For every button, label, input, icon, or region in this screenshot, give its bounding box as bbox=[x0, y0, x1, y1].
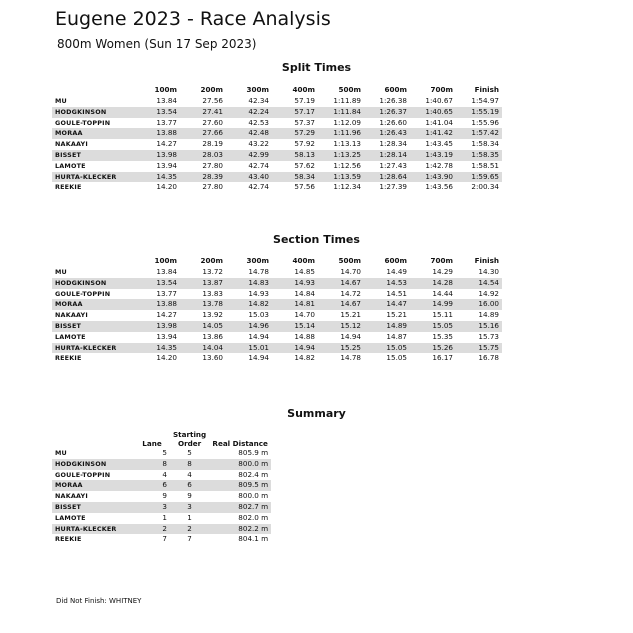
section-times-time-cell: 15.25 bbox=[318, 343, 364, 354]
section-times-time-cell: 13.77 bbox=[156, 288, 177, 298]
summary-heading: Summary bbox=[287, 407, 346, 420]
summary-distance-cell: 800.0 m bbox=[238, 491, 269, 501]
summary-lane-cell: 2 bbox=[134, 524, 170, 535]
section-times-time-cell: 14.96 bbox=[226, 321, 272, 332]
split-times-time-cell: 1:58.35 bbox=[456, 150, 502, 161]
section-times-row bbox=[52, 299, 502, 310]
split-times-time-cell: 1:42.78 bbox=[425, 160, 453, 170]
summary-order-cell: 1 bbox=[187, 512, 192, 522]
split-times-time-cell: 1:43.19 bbox=[410, 150, 456, 161]
summary-athlete-name: LAMOTE bbox=[55, 513, 86, 522]
section-times-row bbox=[52, 289, 502, 300]
section-times-time-cell: 14.29 bbox=[432, 267, 453, 276]
split-times-heading: Split Times bbox=[281, 61, 352, 74]
summary-row bbox=[52, 480, 271, 491]
summary-athlete-name: MORAA bbox=[52, 480, 134, 491]
summary-row bbox=[52, 513, 271, 524]
section-times-time-cell: 15.75 bbox=[456, 343, 502, 354]
summary-header-name bbox=[52, 430, 134, 448]
split-times-time-cell: 2:00.34 bbox=[471, 182, 499, 192]
split-times-athlete-name: GOULE-TOPPIN bbox=[55, 118, 111, 127]
summary-lane-cell: 8 bbox=[134, 459, 170, 470]
section-times-athlete-name: BISSET bbox=[52, 321, 134, 332]
split-times-time-cell: 57.37 bbox=[294, 117, 315, 127]
section-times-time-cell: 14.67 bbox=[318, 278, 364, 289]
split-times-time-cell: 42.74 bbox=[248, 160, 269, 170]
split-times-time-cell: 42.99 bbox=[226, 150, 272, 161]
split-times-time-cell: 1:41.04 bbox=[425, 117, 453, 127]
section-times-time-cell: 13.72 bbox=[202, 267, 223, 276]
split-times-header-0: 100m bbox=[154, 85, 177, 94]
split-times-time-cell: 1:40.65 bbox=[410, 107, 456, 118]
split-times-time-cell: 14.20 bbox=[156, 182, 177, 192]
split-times-time-cell: 27.41 bbox=[180, 107, 226, 118]
split-times-table bbox=[52, 84, 502, 193]
section-times-time-cell: 15.14 bbox=[272, 321, 318, 332]
split-times-time-cell: 1:12.56 bbox=[333, 160, 361, 170]
split-times-time-cell: 28.19 bbox=[202, 139, 223, 149]
split-times-time-cell: 42.74 bbox=[248, 182, 269, 192]
split-times-athlete-name: HURTA-KLECKER bbox=[52, 172, 134, 183]
summary-athlete-name: REEKIE bbox=[55, 535, 82, 544]
split-times-athlete-name: MU bbox=[55, 97, 67, 105]
summary-order-cell: 2 bbox=[170, 524, 209, 535]
split-times-row bbox=[52, 161, 502, 172]
summary-athlete-name: HURTA-KLECKER bbox=[52, 524, 134, 535]
split-times-time-cell: 1:27.43 bbox=[379, 160, 407, 170]
section-times-row bbox=[52, 332, 502, 343]
summary-distance-cell: 804.1 m bbox=[238, 534, 269, 544]
split-times-row bbox=[52, 118, 502, 129]
summary-lane-cell: 9 bbox=[162, 491, 167, 501]
split-times-header-1: 200m bbox=[200, 85, 223, 94]
section-times-header-6: 700m bbox=[430, 256, 453, 265]
section-times-time-cell: 14.88 bbox=[294, 331, 315, 341]
split-times-time-cell: 1:11.84 bbox=[318, 107, 364, 118]
split-times-time-cell: 42.34 bbox=[248, 96, 269, 105]
split-times-time-cell: 57.56 bbox=[294, 182, 315, 192]
split-times-time-cell: 1:13.13 bbox=[333, 139, 361, 149]
split-times-athlete-name: REEKIE bbox=[55, 183, 82, 192]
section-times-time-cell: 14.94 bbox=[248, 331, 269, 341]
split-times-time-cell: 13.88 bbox=[134, 128, 180, 139]
section-times-header-0: 100m bbox=[154, 256, 177, 265]
split-times-time-cell: 1:55.96 bbox=[471, 117, 499, 127]
split-times-row bbox=[52, 96, 502, 107]
section-times-row bbox=[52, 353, 502, 364]
section-times-time-cell: 14.28 bbox=[410, 278, 456, 289]
split-times-athlete-name: MORAA bbox=[52, 128, 134, 139]
split-times-athlete-name: NAKAAYI bbox=[55, 140, 88, 149]
summary-lane-cell: 3 bbox=[134, 502, 170, 513]
split-times-time-cell: 1:58.51 bbox=[471, 160, 499, 170]
split-times-time-cell: 58.13 bbox=[272, 150, 318, 161]
summary-header-distance: Real Distance bbox=[212, 439, 268, 448]
section-times-time-cell: 14.94 bbox=[248, 353, 269, 363]
section-times-time-cell: 15.01 bbox=[226, 343, 272, 354]
split-times-time-cell: 13.98 bbox=[134, 150, 180, 161]
section-times-athlete-name: MORAA bbox=[52, 299, 134, 310]
section-times-time-cell: 13.94 bbox=[156, 331, 177, 341]
split-times-time-cell: 1:43.56 bbox=[425, 182, 453, 192]
split-times-header-5: 600m bbox=[384, 85, 407, 94]
section-times-header-5: 600m bbox=[384, 256, 407, 265]
summary-athlete-name: HODGKINSON bbox=[52, 459, 134, 470]
section-times-time-cell: 14.20 bbox=[156, 353, 177, 363]
section-times-time-cell: 13.98 bbox=[134, 321, 180, 332]
section-times-time-cell: 14.35 bbox=[134, 343, 180, 354]
section-times-header-4: 500m bbox=[338, 256, 361, 265]
section-times-row bbox=[52, 343, 502, 354]
split-times-time-cell: 28.03 bbox=[180, 150, 226, 161]
section-times-time-cell: 14.83 bbox=[226, 278, 272, 289]
split-times-time-cell: 57.17 bbox=[272, 107, 318, 118]
section-times-time-cell: 15.26 bbox=[410, 343, 456, 354]
section-times-athlete-name: NAKAAYI bbox=[55, 311, 88, 320]
split-times-time-cell: 1:27.39 bbox=[379, 182, 407, 192]
split-times-time-cell: 1:28.64 bbox=[364, 172, 410, 183]
section-times-athlete-name: HURTA-KLECKER bbox=[52, 343, 134, 354]
split-times-time-cell: 1:26.60 bbox=[379, 117, 407, 127]
section-times-time-cell: 14.49 bbox=[386, 267, 407, 276]
split-times-header-name bbox=[52, 84, 134, 96]
split-times-row bbox=[52, 172, 502, 183]
split-times-header-3: 400m bbox=[292, 85, 315, 94]
summary-distance-cell: 809.5 m bbox=[209, 480, 271, 491]
split-times-time-cell: 13.84 bbox=[156, 96, 177, 105]
did-not-finish-note: Did Not Finish: WHITNEY bbox=[56, 597, 142, 605]
section-times-time-cell: 15.16 bbox=[456, 321, 502, 332]
split-times-row bbox=[52, 128, 502, 139]
split-times-row bbox=[52, 139, 502, 150]
section-times-time-cell: 13.83 bbox=[202, 288, 223, 298]
split-times-time-cell: 1:54.97 bbox=[471, 96, 499, 105]
summary-order-cell: 3 bbox=[170, 502, 209, 513]
split-times-header-4: 500m bbox=[338, 85, 361, 94]
summary-lane-cell: 1 bbox=[162, 512, 167, 522]
split-times-time-cell: 13.77 bbox=[156, 117, 177, 127]
summary-distance-cell: 802.4 m bbox=[238, 469, 269, 479]
summary-order-cell: 8 bbox=[170, 459, 209, 470]
split-times-time-cell: 14.35 bbox=[134, 172, 180, 183]
section-times-time-cell: 14.53 bbox=[364, 278, 410, 289]
split-times-time-cell: 27.56 bbox=[202, 96, 223, 105]
split-times-time-cell: 13.54 bbox=[134, 107, 180, 118]
summary-lane-cell: 4 bbox=[162, 469, 167, 479]
split-times-athlete-name: HODGKINSON bbox=[52, 107, 134, 118]
summary-header-order-line2: Order bbox=[177, 439, 202, 448]
split-times-time-cell: 1:26.37 bbox=[364, 107, 410, 118]
section-times-time-cell: 15.05 bbox=[410, 321, 456, 332]
page-subtitle: 800m Women (Sun 17 Sep 2023) bbox=[57, 37, 257, 51]
split-times-time-cell: 1:58.34 bbox=[471, 139, 499, 149]
section-times-time-cell: 14.30 bbox=[478, 267, 499, 276]
section-times-time-cell: 14.70 bbox=[294, 310, 315, 320]
section-times-time-cell: 14.89 bbox=[364, 321, 410, 332]
summary-athlete-name: MU bbox=[55, 449, 67, 457]
summary-distance-cell: 802.0 m bbox=[238, 512, 269, 522]
split-times-time-cell: 1:12.09 bbox=[333, 117, 361, 127]
summary-order-cell: 6 bbox=[170, 480, 209, 491]
split-times-time-cell: 14.27 bbox=[156, 139, 177, 149]
split-times-athlete-name: LAMOTE bbox=[55, 161, 86, 170]
summary-lane-cell: 5 bbox=[162, 448, 167, 457]
section-times-row bbox=[52, 321, 502, 332]
section-times-time-cell: 15.35 bbox=[432, 331, 453, 341]
split-times-time-cell: 43.22 bbox=[248, 139, 269, 149]
split-times-time-cell: 1:57.42 bbox=[456, 128, 502, 139]
section-times-time-cell: 15.11 bbox=[432, 310, 453, 320]
summary-header-order bbox=[170, 430, 209, 448]
split-times-time-cell: 1:43.90 bbox=[410, 172, 456, 183]
split-times-time-cell: 27.80 bbox=[202, 160, 223, 170]
split-times-time-cell: 57.19 bbox=[294, 96, 315, 105]
split-times-time-cell: 42.48 bbox=[226, 128, 272, 139]
summary-row bbox=[52, 459, 271, 470]
split-times-time-cell: 42.53 bbox=[248, 117, 269, 127]
summary-row bbox=[52, 448, 271, 459]
section-times-time-cell: 14.87 bbox=[386, 331, 407, 341]
split-times-time-cell: 57.92 bbox=[294, 139, 315, 149]
section-times-header-3: 400m bbox=[292, 256, 315, 265]
section-times-time-cell: 14.44 bbox=[432, 288, 453, 298]
summary-distance-cell: 805.9 m bbox=[238, 448, 269, 457]
split-times-header-2: 300m bbox=[246, 85, 269, 94]
split-times-time-cell: 13.94 bbox=[156, 160, 177, 170]
split-times-time-cell: 58.34 bbox=[272, 172, 318, 183]
section-times-athlete-name: LAMOTE bbox=[55, 332, 86, 341]
section-times-time-cell: 13.60 bbox=[202, 353, 223, 363]
split-times-time-cell: 57.62 bbox=[294, 160, 315, 170]
section-times-time-cell: 13.78 bbox=[180, 299, 226, 310]
section-times-time-cell: 16.17 bbox=[432, 353, 453, 363]
section-times-time-cell: 13.87 bbox=[180, 278, 226, 289]
section-times-header-7: Finish bbox=[474, 256, 499, 265]
split-times-time-cell: 1:26.38 bbox=[379, 96, 407, 105]
section-times-time-cell: 14.93 bbox=[272, 278, 318, 289]
section-times-time-cell: 16.00 bbox=[456, 299, 502, 310]
split-times-header-7: Finish bbox=[474, 85, 499, 94]
section-times-heading: Section Times bbox=[273, 233, 360, 246]
summary-distance-cell: 802.2 m bbox=[209, 524, 271, 535]
section-times-time-cell: 14.72 bbox=[340, 288, 361, 298]
section-times-row bbox=[52, 267, 502, 278]
split-times-header-6: 700m bbox=[430, 85, 453, 94]
summary-header-order-line1: Starting bbox=[173, 430, 207, 439]
split-times-time-cell: 1:28.34 bbox=[379, 139, 407, 149]
section-times-athlete-name: MU bbox=[55, 268, 67, 276]
summary-order-cell: 9 bbox=[187, 491, 192, 501]
split-times-time-cell: 27.60 bbox=[202, 117, 223, 127]
page-title: Eugene 2023 - Race Analysis bbox=[55, 8, 331, 30]
summary-lane-cell: 6 bbox=[134, 480, 170, 491]
section-times-time-cell: 13.54 bbox=[134, 278, 180, 289]
summary-lane-cell: 7 bbox=[162, 534, 167, 544]
section-times-time-cell: 14.70 bbox=[340, 267, 361, 276]
split-times-row bbox=[52, 107, 502, 118]
split-times-time-cell: 1:13.25 bbox=[318, 150, 364, 161]
summary-athlete-name: GOULE-TOPPIN bbox=[55, 470, 111, 479]
section-times-time-cell: 13.84 bbox=[156, 267, 177, 276]
section-times-table bbox=[52, 255, 502, 364]
section-times-time-cell: 14.81 bbox=[272, 299, 318, 310]
section-times-time-cell: 14.99 bbox=[410, 299, 456, 310]
section-times-time-cell: 14.78 bbox=[340, 353, 361, 363]
section-times-time-cell: 14.54 bbox=[456, 278, 502, 289]
section-times-athlete-name: REEKIE bbox=[55, 354, 82, 363]
summary-header-lane: Lane bbox=[142, 439, 162, 448]
section-times-header-1: 200m bbox=[200, 256, 223, 265]
section-times-row bbox=[52, 278, 502, 289]
section-times-time-cell: 15.03 bbox=[248, 310, 269, 320]
section-times-time-cell: 14.78 bbox=[248, 267, 269, 276]
split-times-time-cell: 27.80 bbox=[202, 182, 223, 192]
section-times-header-2: 300m bbox=[246, 256, 269, 265]
section-times-time-cell: 14.51 bbox=[386, 288, 407, 298]
split-times-time-cell: 1:41.42 bbox=[410, 128, 456, 139]
summary-header-row bbox=[52, 430, 271, 448]
section-times-header-row bbox=[52, 255, 502, 267]
section-times-time-cell: 14.94 bbox=[340, 331, 361, 341]
split-times-time-cell: 1:43.45 bbox=[425, 139, 453, 149]
split-times-time-cell: 1:11.89 bbox=[333, 96, 361, 105]
summary-row bbox=[52, 491, 271, 502]
split-times-row bbox=[52, 182, 502, 193]
split-times-time-cell: 1:26.43 bbox=[364, 128, 410, 139]
summary-row bbox=[52, 470, 271, 481]
summary-row bbox=[52, 502, 271, 513]
section-times-time-cell: 13.86 bbox=[202, 331, 223, 341]
section-times-time-cell: 15.05 bbox=[386, 353, 407, 363]
section-times-time-cell: 14.27 bbox=[156, 310, 177, 320]
split-times-time-cell: 1:55.19 bbox=[456, 107, 502, 118]
section-times-time-cell: 14.84 bbox=[294, 288, 315, 298]
section-times-time-cell: 14.89 bbox=[478, 310, 499, 320]
section-times-time-cell: 14.82 bbox=[226, 299, 272, 310]
section-times-time-cell: 15.73 bbox=[478, 331, 499, 341]
summary-row bbox=[52, 524, 271, 535]
section-times-time-cell: 14.05 bbox=[180, 321, 226, 332]
section-times-time-cell: 14.93 bbox=[248, 288, 269, 298]
summary-athlete-name: BISSET bbox=[52, 502, 134, 513]
section-times-time-cell: 15.12 bbox=[318, 321, 364, 332]
section-times-time-cell: 16.78 bbox=[478, 353, 499, 363]
section-times-time-cell: 13.92 bbox=[202, 310, 223, 320]
split-times-time-cell: 1:13.59 bbox=[318, 172, 364, 183]
split-times-time-cell: 1:40.67 bbox=[425, 96, 453, 105]
summary-order-cell: 7 bbox=[187, 534, 192, 544]
summary-athlete-name: NAKAAYI bbox=[55, 492, 88, 501]
section-times-time-cell: 15.21 bbox=[340, 310, 361, 320]
split-times-time-cell: 28.39 bbox=[180, 172, 226, 183]
summary-table bbox=[52, 430, 271, 545]
section-times-time-cell: 14.94 bbox=[272, 343, 318, 354]
split-times-time-cell: 42.24 bbox=[226, 107, 272, 118]
summary-distance-cell: 800.0 m bbox=[209, 459, 271, 470]
section-times-time-cell: 15.21 bbox=[386, 310, 407, 320]
section-times-athlete-name: HODGKINSON bbox=[52, 278, 134, 289]
section-times-time-cell: 14.92 bbox=[478, 288, 499, 298]
split-times-time-cell: 1:28.14 bbox=[364, 150, 410, 161]
section-times-time-cell: 14.67 bbox=[318, 299, 364, 310]
section-times-time-cell: 14.04 bbox=[180, 343, 226, 354]
section-times-header-name bbox=[52, 255, 134, 267]
split-times-time-cell: 57.29 bbox=[272, 128, 318, 139]
section-times-time-cell: 14.82 bbox=[294, 353, 315, 363]
split-times-time-cell: 27.66 bbox=[180, 128, 226, 139]
summary-row bbox=[52, 534, 271, 545]
summary-distance-cell: 802.7 m bbox=[209, 502, 271, 513]
split-times-row bbox=[52, 150, 502, 161]
split-times-athlete-name: BISSET bbox=[52, 150, 134, 161]
section-times-time-cell: 15.05 bbox=[364, 343, 410, 354]
summary-order-cell: 4 bbox=[187, 469, 192, 479]
section-times-row bbox=[52, 310, 502, 321]
split-times-time-cell: 1:59.65 bbox=[456, 172, 502, 183]
section-times-time-cell: 13.88 bbox=[134, 299, 180, 310]
section-times-athlete-name: GOULE-TOPPIN bbox=[55, 289, 111, 298]
section-times-time-cell: 14.47 bbox=[364, 299, 410, 310]
split-times-time-cell: 1:11.96 bbox=[318, 128, 364, 139]
split-times-header-row bbox=[52, 84, 502, 96]
section-times-time-cell: 14.85 bbox=[294, 267, 315, 276]
split-times-time-cell: 1:12.34 bbox=[333, 182, 361, 192]
split-times-time-cell: 43.40 bbox=[226, 172, 272, 183]
summary-order-cell: 5 bbox=[187, 448, 192, 457]
